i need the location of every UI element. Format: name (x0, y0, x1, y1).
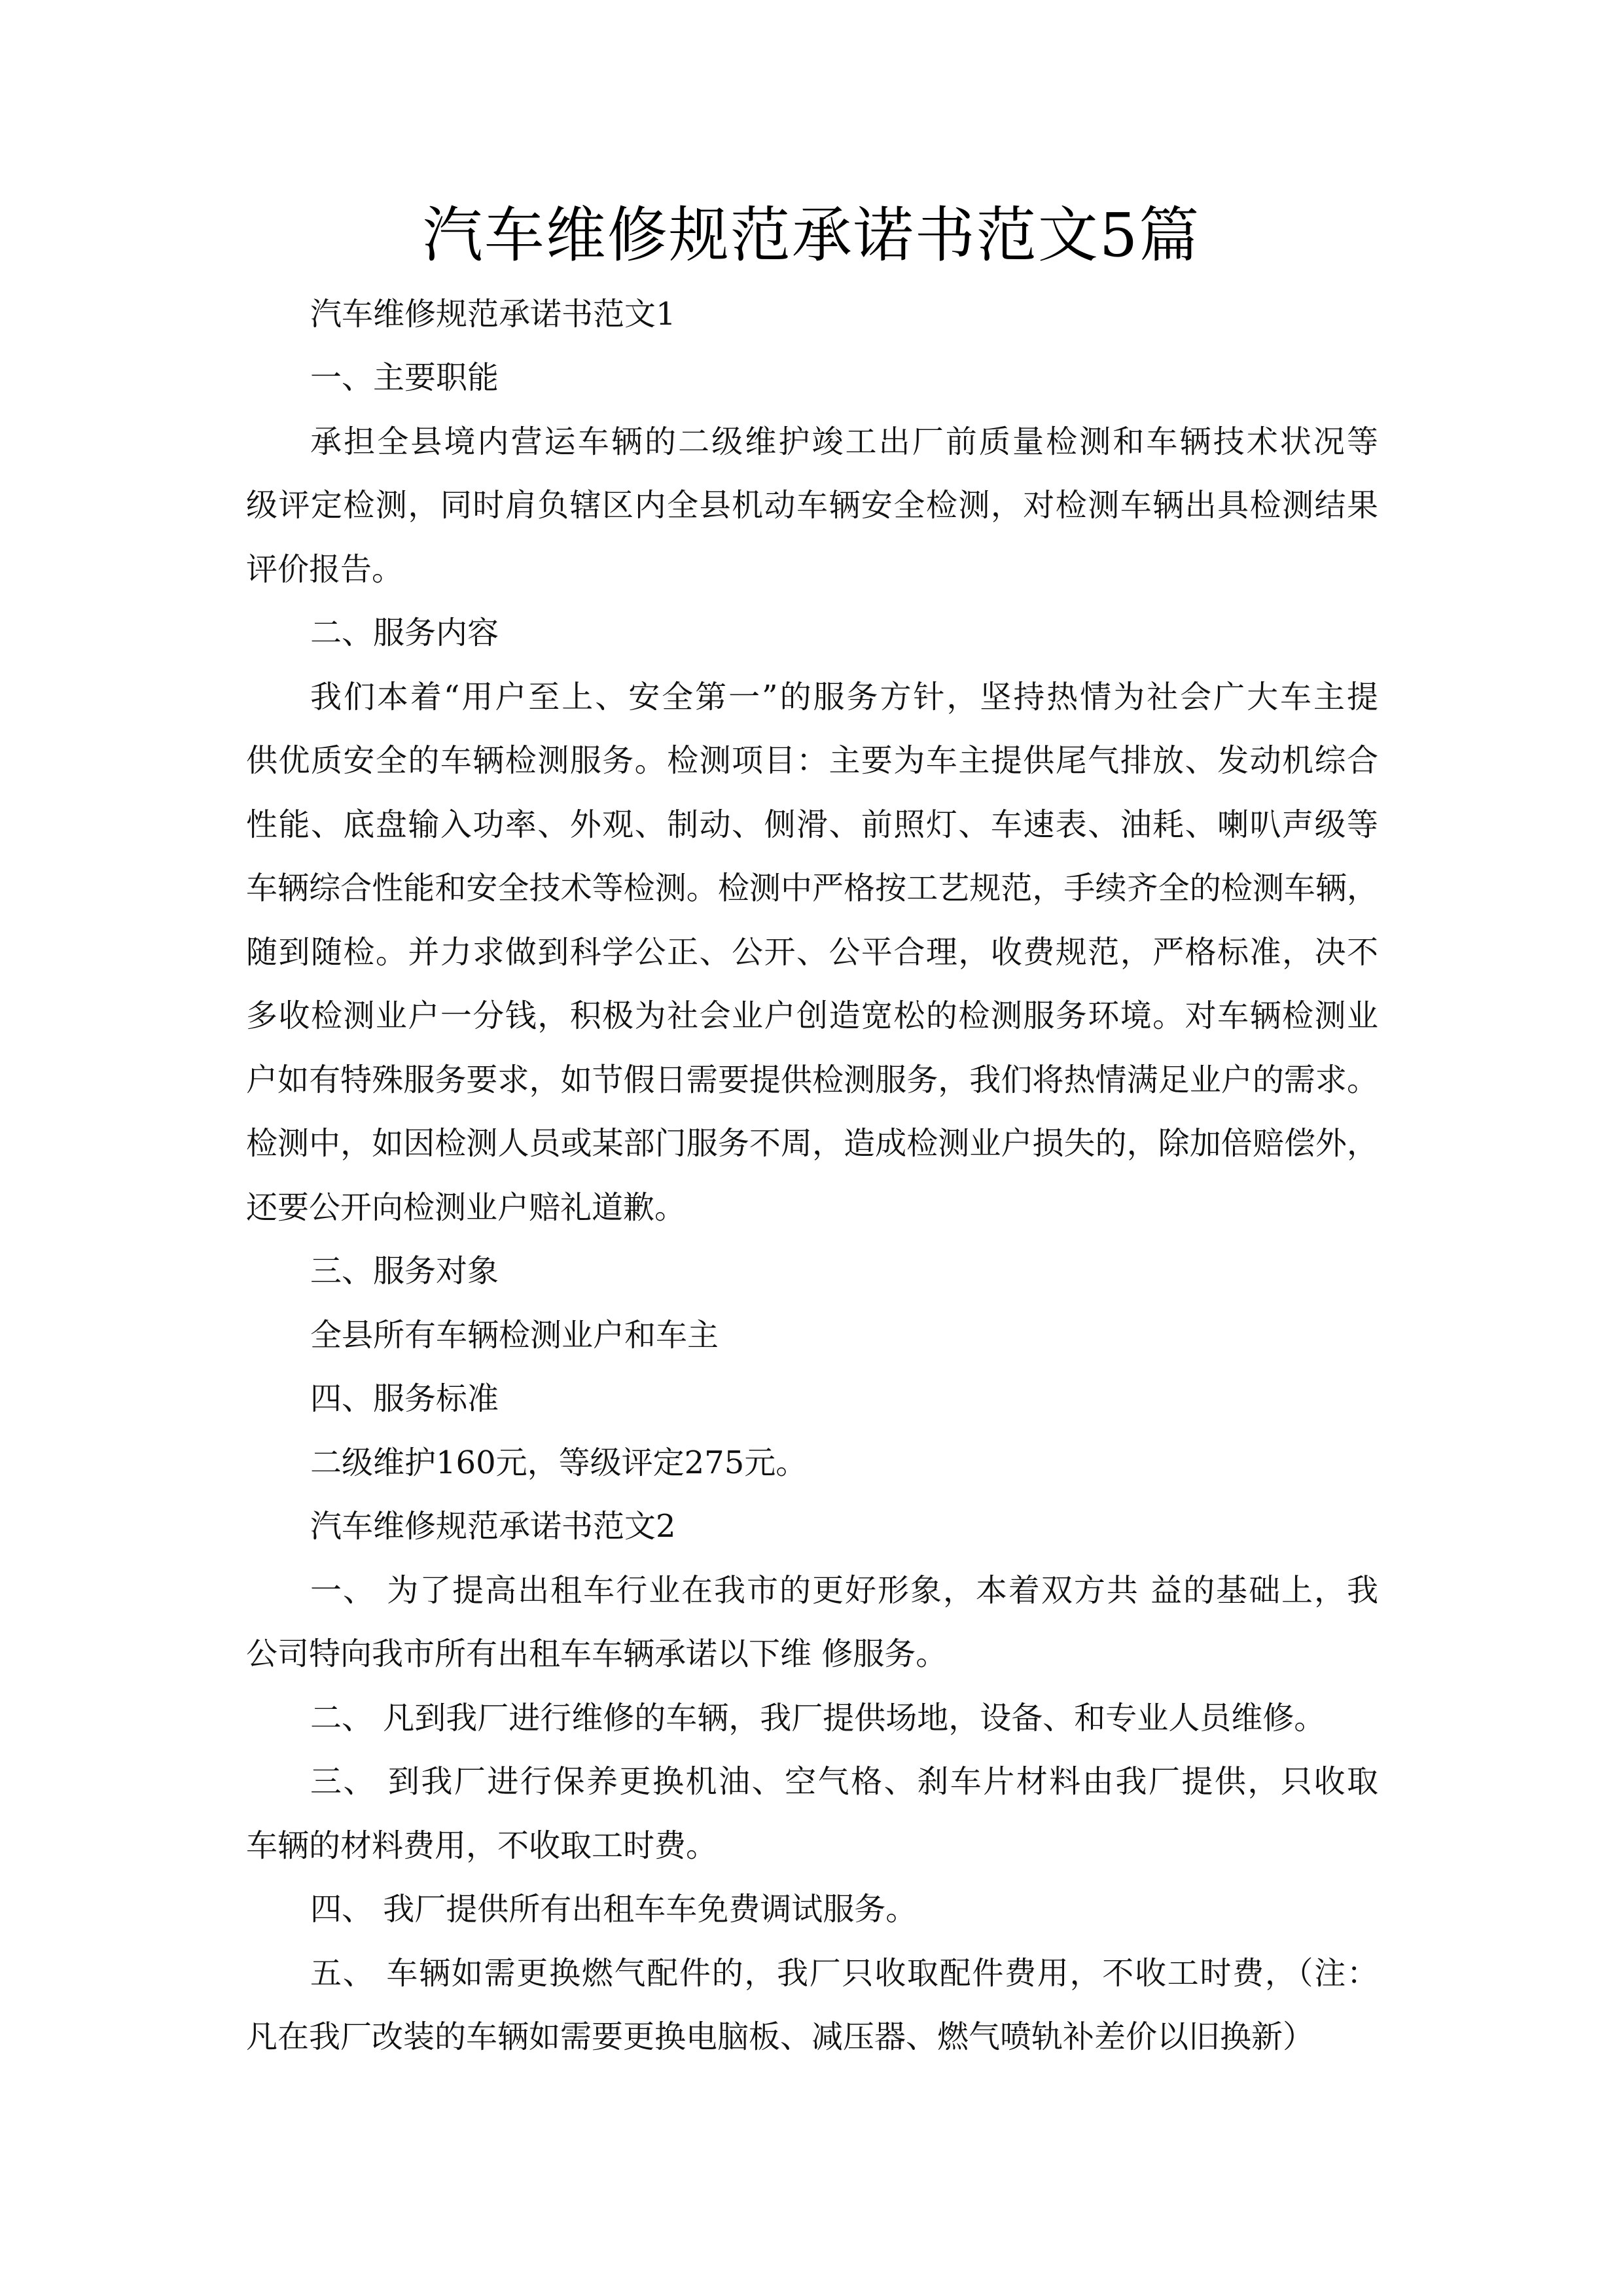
paragraph-line: 三、 到我厂进行保养更换机油、空气格、刹车片材料由我厂提供，只收取 (310, 1763, 1378, 1800)
paragraph-line: 户如有特殊服务要求，如节假日需要提供检测服务，我们将热情满足业户的需求。 (246, 1062, 1378, 1098)
paragraph-line: 级评定检测，同时肩负辖区内全县机动车辆安全检测，对检测车辆出具检测结果 (246, 487, 1378, 524)
section-heading: 汽车维修规范承诺书范文1 (310, 296, 676, 332)
section-heading: 汽车维修规范承诺书范文2 (310, 1508, 676, 1545)
paragraph-line: 四、 我厂提供所有出租车车免费调试服务。 (310, 1891, 918, 1928)
subheading-service-target: 三、服务对象 (310, 1253, 499, 1289)
paragraph-line: 车辆综合性能和安全技术等检测。检测中严格按工艺规范，手续齐全的检测车辆， (246, 870, 1378, 906)
subheading-service-standard: 四、服务标准 (310, 1380, 499, 1417)
paragraph-line: 全县所有车辆检测业户和车主 (310, 1317, 719, 1354)
paragraph-line: 供优质安全的车辆检测服务。检测项目：主要为车主提供尾气排放、发动机综合 (246, 742, 1378, 779)
price-line: 二级维护160元，等级评定275元。 (310, 1444, 808, 1481)
paragraph-line: 凡在我厂改装的车辆如需要更换电脑板、减压器、燃气喷轨补差价以旧换新） (246, 2018, 1315, 2055)
paragraph-line: 还要公开向检测业户赔礼道歉。 (246, 1189, 687, 1226)
paragraph-line: 随到随检。并力求做到科学公正、公开、公平合理，收费规范，严格标准，决不 (246, 934, 1378, 971)
paragraph-line: 承担全县境内营运车辆的二级维护竣工出厂前质量检测和车辆技术状况等 (310, 423, 1378, 460)
paragraph-line: 公司特向我市所有出租车车辆承诺以下维 修服务。 (246, 1636, 948, 1672)
document-title: 汽车维修规范承诺书范文5篇 (422, 200, 1201, 270)
subheading-service-content: 二、服务内容 (310, 615, 499, 651)
paragraph-line: 我们本着“用户至上、安全第一”的服务方针，坚持热情为社会广大车主提 (310, 679, 1378, 715)
subheading-main-functions: 一、主要职能 (310, 359, 499, 396)
paragraph-line: 性能、底盘输入功率、外观、制动、侧滑、前照灯、车速表、油耗、喇叭声级等 (246, 806, 1378, 843)
paragraph-line: 多收检测业户一分钱，积极为社会业户创造宽松的检测服务环境。对车辆检测业 (246, 997, 1378, 1034)
paragraph-line: 检测中，如因检测人员或某部门服务不周，造成检测业户损失的，除加倍赔偿外， (246, 1125, 1378, 1162)
paragraph-line: 车辆的材料费用，不收取工时费。 (246, 1827, 718, 1864)
paragraph-line: 五、 车辆如需更换燃气配件的，我厂只收取配件费用，不收工时费，（注： (310, 1955, 1378, 1992)
paragraph-line: 一、 为了提高出租车行业在我市的更好形象，本着双方共 益的基础上，我 (310, 1572, 1378, 1609)
paragraph-line: 评价报告。 (246, 551, 404, 588)
paragraph-line: 二、 凡到我厂进行维修的车辆，我厂提供场地，设备、和专业人员维修。 (310, 1700, 1326, 1736)
